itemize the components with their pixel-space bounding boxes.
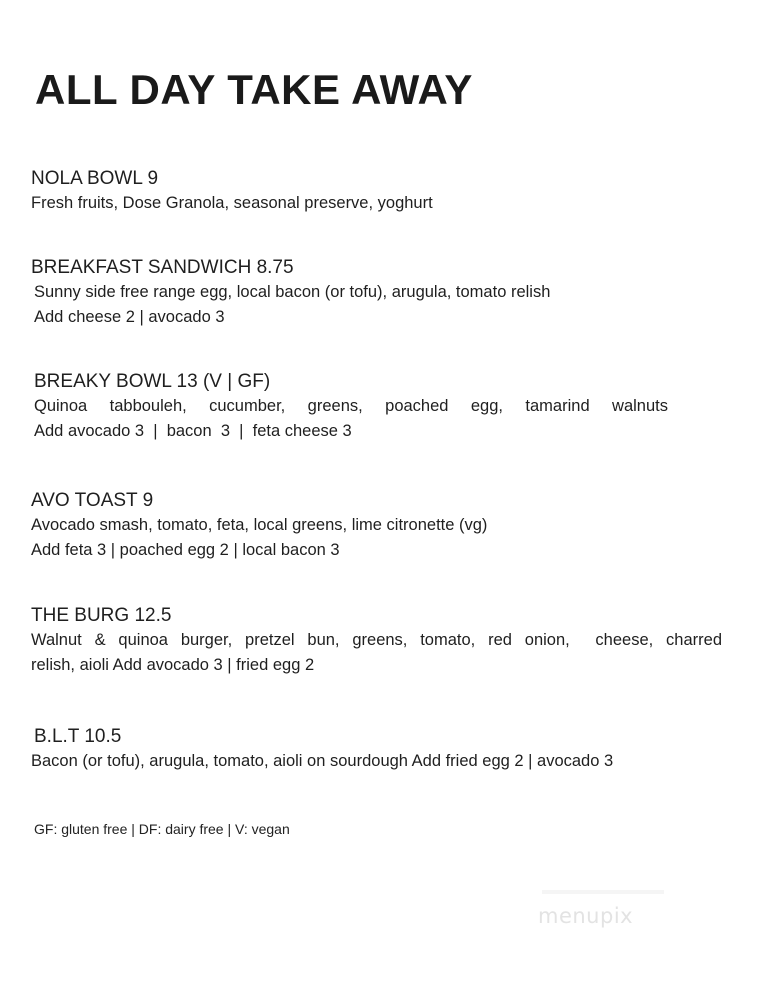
item-name: NOLA BOWL 9: [31, 168, 159, 189]
menu-item-breaky-bowl: [34, 370, 668, 444]
item-name: BREAKFAST SANDWICH 8.75: [31, 257, 294, 278]
menu-item-avo-toast: [31, 489, 487, 563]
item-description: Avocado smash, tomato, feta, local greens, lime citronette (vg): [31, 516, 488, 534]
watermark-text: menupix: [538, 904, 634, 928]
item-name: AVO TOAST 9: [31, 490, 154, 511]
dietary-legend: GF: gluten free | DF: dairy free | V: vegan: [34, 821, 290, 837]
item-description: Fresh fruits, Dose Granola, seasonal preserve, yoghurt: [31, 194, 433, 212]
item-addons: Add feta 3 | poached egg 2 | local bacon 3: [31, 541, 340, 559]
item-description: Bacon (or tofu), arugula, tomato, aioli on sourdough Add fried egg 2 | avocado 3: [31, 752, 614, 770]
item-addons: relish, aioli Add avocado 3 | fried egg 2: [31, 656, 315, 674]
item-name: BREAKY BOWL 13 (V | GF): [34, 371, 271, 392]
item-name: B.L.T 10.5: [34, 726, 122, 747]
item-description: Quinoa tabbouleh, cucumber, greens, poached egg, tamarind walnuts: [34, 397, 668, 415]
item-name: THE BURG 12.5: [31, 605, 172, 626]
item-addons: Add cheese 2 | avocado 3: [34, 308, 225, 326]
item-addons: Add avocado 3 | bacon 3 | feta cheese 3: [34, 422, 352, 440]
menu-item-nola-bowl: [31, 167, 433, 216]
menu-item-blt: [31, 725, 613, 774]
watermark-bar: [542, 890, 664, 894]
menu-item-breakfast-sandwich: [31, 256, 550, 330]
menupix-watermark: [538, 890, 668, 940]
item-description: Sunny side free range egg, local bacon (or tofu), arugula, tomato relish: [34, 283, 551, 301]
item-description: Walnut & quinoa burger, pretzel bun, greens, tomato, red onion, cheese, charred: [31, 631, 722, 649]
menu-item-the-burg: [31, 604, 722, 678]
menu-title: ALL DAY TAKE AWAY: [35, 66, 473, 113]
